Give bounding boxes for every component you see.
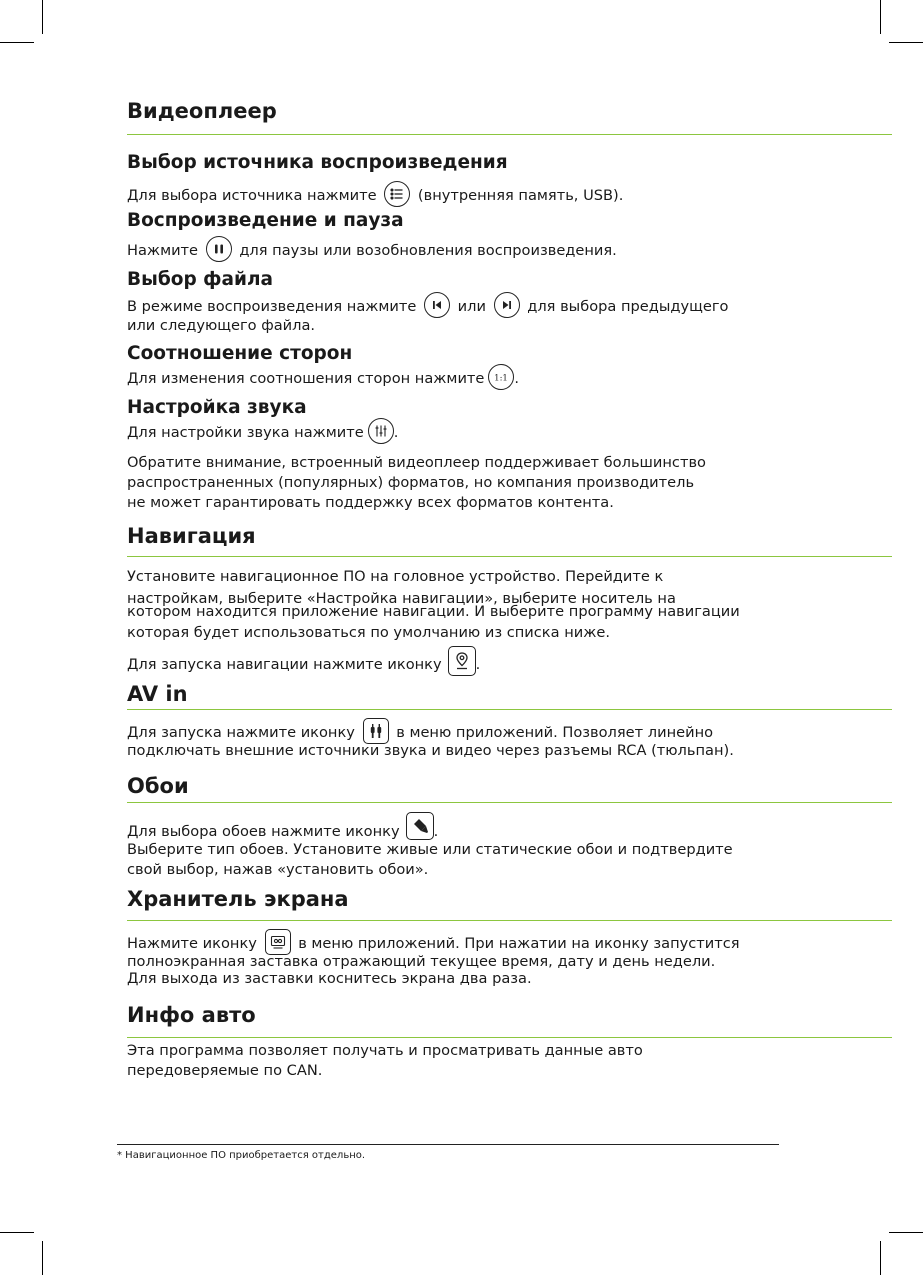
map-pin-icon <box>448 646 476 676</box>
section-title-carinfo: Инфо авто <box>127 1003 256 1027</box>
previous-track-icon <box>424 292 450 318</box>
section-title-navigation: Навигация <box>127 524 256 548</box>
section-rule <box>127 709 892 710</box>
paragraph-file-line2: или следующего файла. <box>127 317 316 334</box>
avin-line1: Для запуска нажмите иконку в меню приложений. Позволяет линейно <box>127 720 713 746</box>
note-line: распространенных (популярных) форматов, но компания производитель <box>127 474 695 491</box>
navigation-line: которая будет использоваться по умолчанию из списка ниже. <box>127 624 610 641</box>
section-rule <box>127 134 892 135</box>
note-line: Обратите внимание, встроенный видеоплеер поддерживает большинство <box>127 454 706 471</box>
section-rule <box>127 556 892 557</box>
paint-brush-icon <box>406 812 434 840</box>
crop-mark <box>42 1241 43 1275</box>
subheading-file: Выбор файла <box>127 269 273 290</box>
section-title-screensaver: Хранитель экрана <box>127 887 349 911</box>
equalizer-icon <box>368 418 394 444</box>
navigation-line: котором находится приложение навигации. И выберите программу навигации <box>127 603 740 620</box>
paragraph-source: Для выбора источника нажмите (внутренняя память, USB). <box>127 183 623 209</box>
footnote: * Навигационное ПО приобретается отдельно. <box>117 1150 366 1161</box>
note-line: не может гарантировать поддержку всех форматов контента. <box>127 494 614 511</box>
pause-icon <box>206 236 232 262</box>
screensaver-line3: Для выхода из заставки коснитесь экрана два раза. <box>127 970 532 987</box>
section-title-video: Видеоплеер <box>127 99 277 123</box>
subheading-aspect: Соотношение сторон <box>127 343 353 364</box>
svg-text:1:1: 1:1 <box>494 373 509 384</box>
paragraph-file: В режиме воспроизведения нажмите или для выбора предыдущего <box>127 294 728 320</box>
aspect-ratio-icon <box>488 364 514 390</box>
crop-mark <box>0 1232 34 1233</box>
source-list-icon <box>384 181 410 207</box>
footnote-rule <box>117 1144 779 1145</box>
section-rule <box>127 1037 892 1038</box>
crop-mark <box>889 42 923 43</box>
section-title-avin: AV in <box>127 682 188 706</box>
next-track-icon <box>494 292 520 318</box>
subheading-sound: Настройка звука <box>127 397 307 418</box>
subheading-pause: Воспроизведение и пауза <box>127 210 404 231</box>
section-rule <box>127 920 892 921</box>
paragraph-sound: Для настройки звука нажмите . <box>127 420 398 446</box>
crop-mark <box>889 1232 923 1233</box>
navigation-line: Установите навигационное ПО на головное устройство. Перейдите к <box>127 568 664 585</box>
subheading-source: Выбор источника воспроизведения <box>127 152 508 173</box>
avin-line2: подключать внешние источники звука и видео через разъемы RCA (тюльпан). <box>127 742 734 759</box>
wallpaper-line2: Выберите тип обоев. Установите живые или статические обои и подтвердите <box>127 841 733 858</box>
wallpaper-line1: Для выбора обоев нажмите иконку . <box>127 818 438 846</box>
carinfo-line1: Эта программа позволяет получать и просматривать данные авто <box>127 1042 643 1059</box>
screensaver-line2: полноэкранная заставка отражающий текущее время, дату и день недели. <box>127 953 716 970</box>
paragraph-pause: Нажмите для паузы или возобновления воспроизведения. <box>127 238 617 264</box>
section-rule <box>127 802 892 803</box>
navigation-launch: Для запуска навигации нажмите иконку . <box>127 650 480 680</box>
crop-mark <box>880 1241 881 1275</box>
navigation-line: настройкам, выберите «Настройка навигации», выберите носитель на <box>127 590 676 607</box>
crop-mark <box>880 0 881 34</box>
crop-mark <box>42 0 43 34</box>
screensaver-line1: Нажмите иконку в меню приложений. При нажатии на иконку запустится <box>127 931 740 957</box>
section-title-wallpaper: Обои <box>127 774 189 798</box>
paragraph-aspect: Для изменения соотношения сторон нажмите 1:1 . <box>127 366 519 392</box>
carinfo-line2: передоверяемые по CAN. <box>127 1062 323 1079</box>
wallpaper-line3: свой выбор, нажав «установить обои». <box>127 861 429 878</box>
crop-mark <box>0 42 34 43</box>
